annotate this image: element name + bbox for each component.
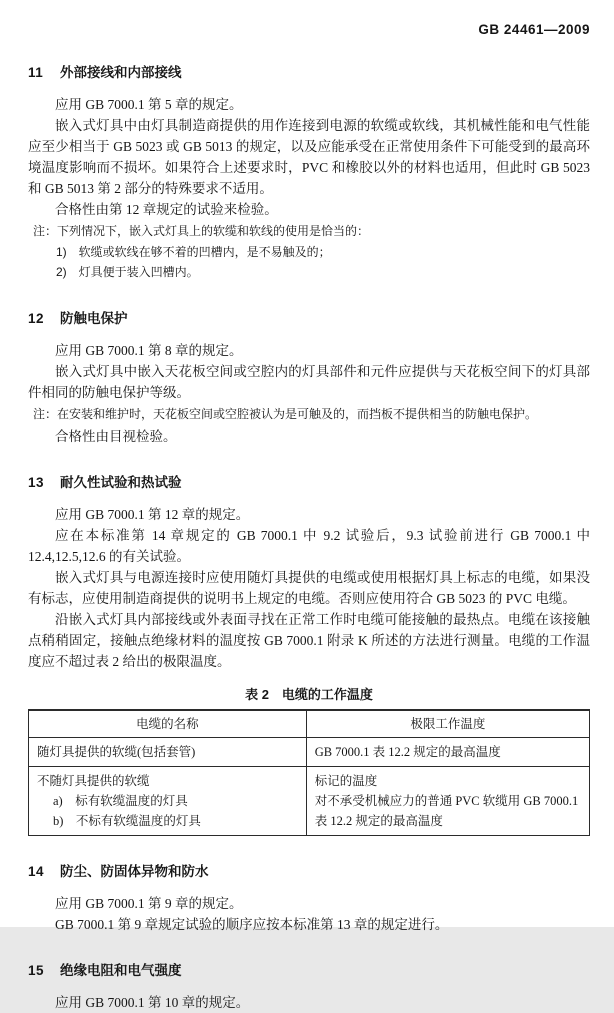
- paragraph: 嵌入式灯具与电源连接时应使用随灯具提供的电缆或使用根据灯具上标志的电缆，如果没有标志，应使用制造商提供的说明书上规定的电缆。否则应使用符合 GB 5023 的 PVC 电缆。: [28, 570, 590, 606]
- section-11: [28, 61, 590, 283]
- table-caption: 表 2 电缆的工作温度: [245, 687, 373, 702]
- note-lead: 注：下列情况下，嵌入式灯具上的软缆和软线的使用是恰当的：: [33, 224, 370, 238]
- paragraph: GB 7000.1 第 9 章规定试验的顺序应按本标准第 13 章的规定进行。: [55, 917, 449, 932]
- section-title: 外部接线和内部接线: [60, 65, 182, 80]
- paragraph: 嵌入式灯具中由灯具制造商提供的用作连接到电源的软缆或软线，其机械性能和电气性能应至少相当于 GB 5023 或 GB 5013 的规定，以及应能承受在正常使用条件下可能受到的最高环境温度影响而不损坏。如果符合上述要求时，PVC 和橡胶以外的材料也适用，但此时 GB 5023 和 GB 5013 第 2 部分的特殊要求不适用。: [28, 118, 590, 196]
- table-cell: [306, 767, 589, 836]
- column-header-cable-name: 电缆的名称: [29, 710, 307, 738]
- paragraph: 应在本标准第 14 章规定的 GB 7000.1 中 9.2 试验后，9.3 试验前进行 GB 7000.1 中 12.4,12.5,12.6 的有关试验。: [28, 528, 590, 564]
- cell-line: b) 不标有软缆温度的灯具: [53, 814, 201, 828]
- section-title: 防触电保护: [60, 310, 128, 326]
- note-item: 1) 软缆或软线在够不着的凹槽内，是不易触及的；: [56, 244, 331, 259]
- section-title: 绝缘电阻和电气强度: [60, 963, 182, 978]
- section-13-heading: [28, 471, 590, 491]
- note-block: [28, 221, 590, 283]
- section-13: [28, 471, 590, 836]
- paragraph: 应用 GB 7000.1 第 9 章的规定。: [55, 896, 243, 911]
- section-11-heading: [28, 61, 590, 81]
- paragraph: 嵌入式灯具中嵌入天花板空间或空腔内的灯具部件和元件应提供与天花板空间下的灯具部件相同的防触电保护等级。: [28, 363, 590, 400]
- paragraph: 应用 GB 7000.1 第 10 章的规定。: [55, 995, 250, 1010]
- note-lead: 注：在安装和维护时，天花板空间或空腔被认为是可触及的，而挡板不提供相当的防触电保护。: [33, 406, 538, 421]
- section-15-heading: [28, 959, 590, 979]
- paragraph: 应用 GB 7000.1 第 5 章的规定。: [55, 97, 243, 112]
- paragraph: 合格性由第 12 章规定的试验来检验。: [55, 202, 278, 217]
- paragraph: 应用 GB 7000.1 第 8 章的规定。: [55, 342, 243, 358]
- section-number: 11: [28, 65, 44, 80]
- table-cell: [29, 767, 307, 836]
- section-12-heading: [28, 307, 590, 327]
- table-row: [29, 767, 590, 836]
- section-14: [28, 860, 590, 935]
- section-14-heading: [28, 860, 590, 880]
- section-number: 13: [28, 475, 45, 490]
- note-item: 2) 灯具便于装入凹槽内。: [56, 265, 199, 279]
- paragraph: 应用 GB 7000.1 第 12 章的规定。: [55, 507, 250, 522]
- cell-line: 标记的温度: [314, 774, 378, 788]
- standard-code-header: GB 24461—2009: [478, 22, 590, 37]
- section-15: [28, 959, 590, 1013]
- section-number: 12: [28, 310, 45, 326]
- section-title: 防尘、防固体异物和防水: [60, 864, 209, 879]
- cable-temperature-table: [28, 709, 590, 836]
- paragraph: 沿嵌入式灯具内部接线或外表面寻找在正常工作时电缆可能接触的最热点。电缆在该接触点稍稍固定，接触点绝缘材料的温度按 GB 7000.1 附录 K 所述的方法进行测量。电缆的工作温度应不超过表 2 给出的极限温度。: [28, 612, 590, 669]
- table-row: [29, 738, 590, 767]
- section-title: 耐久性试验和热试验: [60, 475, 182, 490]
- section-number: 15: [28, 963, 45, 978]
- table-header-row: [29, 710, 590, 738]
- note-block: [28, 404, 590, 425]
- paragraph: 合格性由目视检验。: [55, 429, 177, 444]
- cell-line: 对不承受机械应力的普通 PVC 软缆用 GB 7000.1 表 12.2 规定的最高温度: [314, 794, 579, 828]
- column-header-limit-temperature: 极限工作温度: [306, 710, 589, 738]
- table-cell: GB 7000.1 表 12.2 规定的最高温度: [306, 738, 589, 767]
- section-12: [28, 307, 590, 448]
- cell-line: 不随灯具提供的软缆: [37, 774, 150, 788]
- cell-line: a) 标有软缆温度的灯具: [53, 794, 188, 808]
- section-number: 14: [28, 864, 45, 879]
- table-cell: 随灯具提供的软缆(包括套管): [29, 738, 307, 767]
